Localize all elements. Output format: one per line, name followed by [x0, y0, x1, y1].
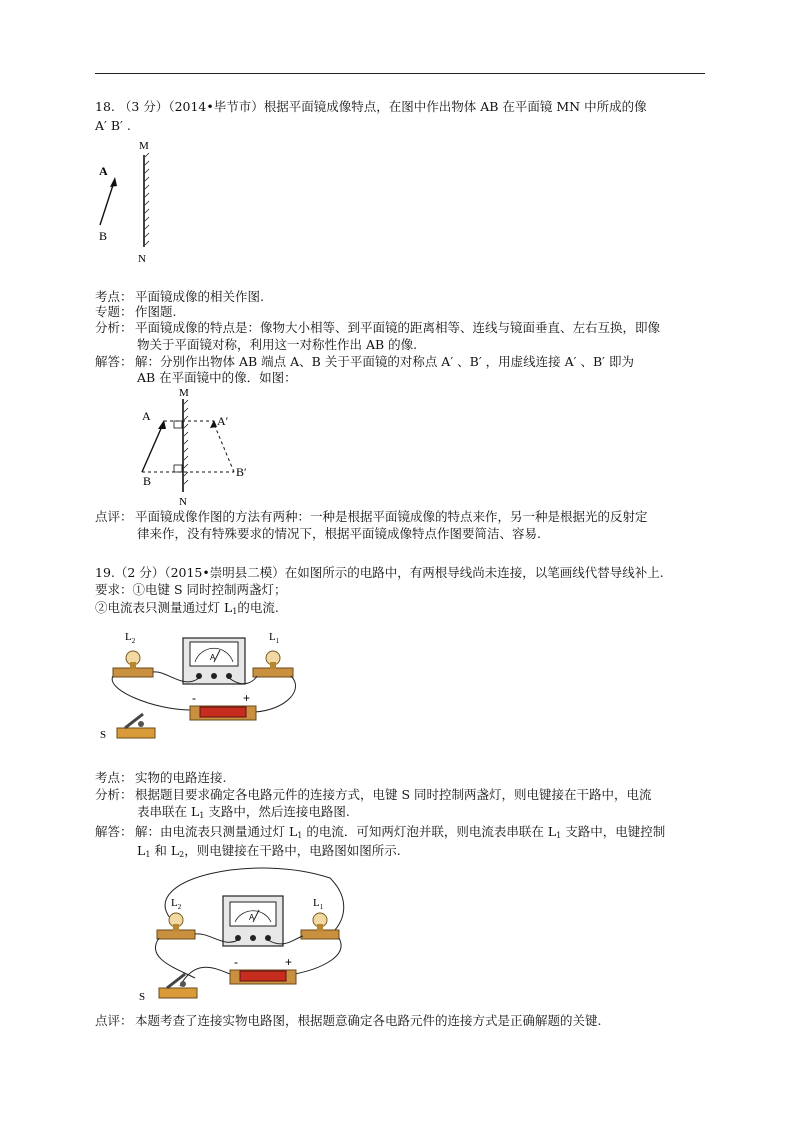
- q19-fenxi-cont: 表串联在 $L_1$ 支路中，然后连接电路图.: [137, 804, 350, 820]
- q19-switch-base: [117, 728, 155, 738]
- q18-ans-label-b-img: B′: [236, 465, 247, 479]
- q18-source: （2014•毕节市）: [168, 99, 264, 114]
- q18-fig-label-m: M: [139, 140, 149, 152]
- q19-ammeter-label: A: [210, 653, 216, 662]
- q18-text: 根据平面镜成像特点，在图中作出物体 AB 在平面镜 MN 中所成的像: [263, 99, 647, 114]
- q19-jieda-cont: $L_1$ 和 $L_2$，则电键接在干路中，电路图如图所示.: [137, 843, 401, 859]
- q19-fig-label-s: S: [100, 729, 107, 741]
- q19-ans-wire-l1-battery: [295, 938, 341, 974]
- q18-fenxi: 分析： 平面镜成像的特点是：像物大小相等、到平面镜的距离相等、连线与镜面垂直、左右互换，即像: [95, 320, 661, 335]
- q18-ans-rightangle-b: [174, 465, 182, 472]
- q19-ans-switch-base: [159, 988, 197, 998]
- q19-fig-label-l1: $L_1$: [269, 631, 280, 645]
- q18-score: （3 分）: [118, 99, 169, 114]
- q19-ans-battery-plus: +: [285, 955, 293, 969]
- q19-ans-battery-cell: [240, 971, 286, 981]
- q18-ans-label-n: N: [179, 496, 187, 508]
- q18-ans-mirror-hatch: [184, 400, 188, 484]
- q18-arrowhead: [110, 177, 117, 187]
- q19-number: 19.: [95, 565, 115, 580]
- q19-lamp-l2-base: [113, 668, 153, 677]
- q19-wire-l1-battery: [255, 676, 296, 712]
- q19-requirement1: 要求：①电键 S 同时控制两盏灯；: [95, 582, 287, 597]
- q18-ans-image-arrowhead: [210, 420, 217, 428]
- q19-circuit-figure: [95, 620, 310, 748]
- q19-battery-minus: -: [192, 691, 196, 705]
- q19-ans-lamp-l1-base: [301, 930, 339, 939]
- q19-requirement2: ②电流表只测量通过灯 $L_1$的电流.: [95, 600, 279, 616]
- q19-dianping: 点评： 本题考查了连接实物电路图，根据题意确定各电路元件的连接方式是正确解题的关键.: [95, 1013, 602, 1028]
- q18-stem-line1: [95, 99, 647, 115]
- q18-figure: [95, 137, 175, 267]
- q18-dianping-cont: 律来作，没有特殊要求的情况下，根据平面镜成像特点作图要简洁、容易.: [137, 526, 541, 541]
- q19-fenxi: 分析： 根据题目要求确定各电路元件的连接方式，电键 S 同时控制两盏灯，则电键接在干路中，电流: [95, 787, 652, 802]
- q19-wire-l2-battery: [112, 676, 190, 710]
- q18-number: 18.: [95, 99, 115, 114]
- q18-kaodian: 考点： 平面镜成像的相关作图.: [95, 289, 264, 304]
- q19-ans-label-s: S: [139, 991, 146, 1003]
- q19-ans-lamp-l1-socket: [317, 924, 323, 931]
- q18-ans-label-m: M: [179, 387, 189, 399]
- q19-ans-battery-minus: -: [234, 955, 238, 969]
- q19-stem-line1: [95, 565, 664, 581]
- q19-ans-lamp-l2-socket: [173, 924, 179, 931]
- q19-switch-terminal: [138, 721, 144, 727]
- q18-stem-line2: A′ B′ .: [95, 118, 131, 133]
- q18-ans-image: [214, 424, 234, 472]
- q19-fig-label-l2: $L_2$: [125, 631, 136, 645]
- q19-ans-ammeter-terminal-2: [250, 935, 256, 941]
- q19-ans-label-l2: $L_2$: [171, 897, 182, 911]
- q18-ans-object: [142, 424, 163, 472]
- q18-ans-label-a: A: [142, 409, 151, 423]
- q19-ans-wire-l2-switch: [155, 938, 195, 978]
- q19-lamp-l1-base: [253, 668, 293, 677]
- q19-ammeter-terminal-2: [211, 673, 217, 679]
- q19-battery-cell: [200, 707, 246, 717]
- q19-text: 在如图所示的电路中，有两根导线尚未连接，以笔画线代替导线补上.: [284, 565, 664, 580]
- q18-fig-label-b: B: [99, 229, 108, 243]
- q18-object-ab: [100, 182, 114, 225]
- q18-fenxi-cont: 物关于平面镜对称，利用这一对称性作出 AB 的像.: [137, 337, 418, 352]
- q18-ans-label-a-img: A′: [217, 414, 229, 428]
- q19-source: （2015•崇明县二模）: [164, 565, 285, 580]
- q18-fig-label-a: A: [99, 164, 108, 178]
- q18-fig-label-n: N: [138, 253, 146, 265]
- q19-lamp-l1-socket: [270, 662, 276, 669]
- q19-score: （2 分）: [114, 565, 165, 580]
- q19-answer-circuit-figure: [135, 858, 350, 1008]
- q19-ans-ammeter-label: A: [249, 913, 255, 922]
- q18-ans-rightangle-a: [174, 421, 182, 428]
- q19-ans-label-l1: $L_1$: [313, 897, 324, 911]
- q18-jieda: 解答： 解：分别作出物体 AB 端点 A、B 关于平面镜的对称点 A′ 、B′ ，用虚线连接 A′ 、B′ 即为: [95, 354, 634, 369]
- q18-dianping: 点评： 平面镜成像作图的方法有两种：一种是根据平面镜成像的特点来作，另一种是根据光的反射定: [95, 509, 648, 524]
- q19-kaodian: 考点： 实物的电路连接.: [95, 770, 227, 785]
- q19-jieda: 解答： 解：由电流表只测量通过灯 $L_1$ 的电流．可知两灯泡并联，则电流表串联在 $L_1$ 支路中，电键控制: [95, 824, 666, 840]
- q18-jieda-cont: AB 在平面镜中的像．如图：: [137, 370, 297, 385]
- q18-mirror-hatch: [145, 153, 149, 245]
- q18-answer-figure: [136, 384, 256, 509]
- q19-ans-switch-terminal: [180, 981, 186, 987]
- q18-zhuanti: 专题： 作图题.: [95, 304, 177, 319]
- header-rule: [95, 73, 705, 74]
- q19-ans-lamp-l2-base: [157, 930, 195, 939]
- q18-ans-label-b: B: [143, 474, 152, 488]
- q19-lamp-l2-socket: [130, 662, 136, 669]
- q19-battery-plus: +: [243, 691, 251, 705]
- q19-ans-wire-switch-battery: [180, 967, 230, 986]
